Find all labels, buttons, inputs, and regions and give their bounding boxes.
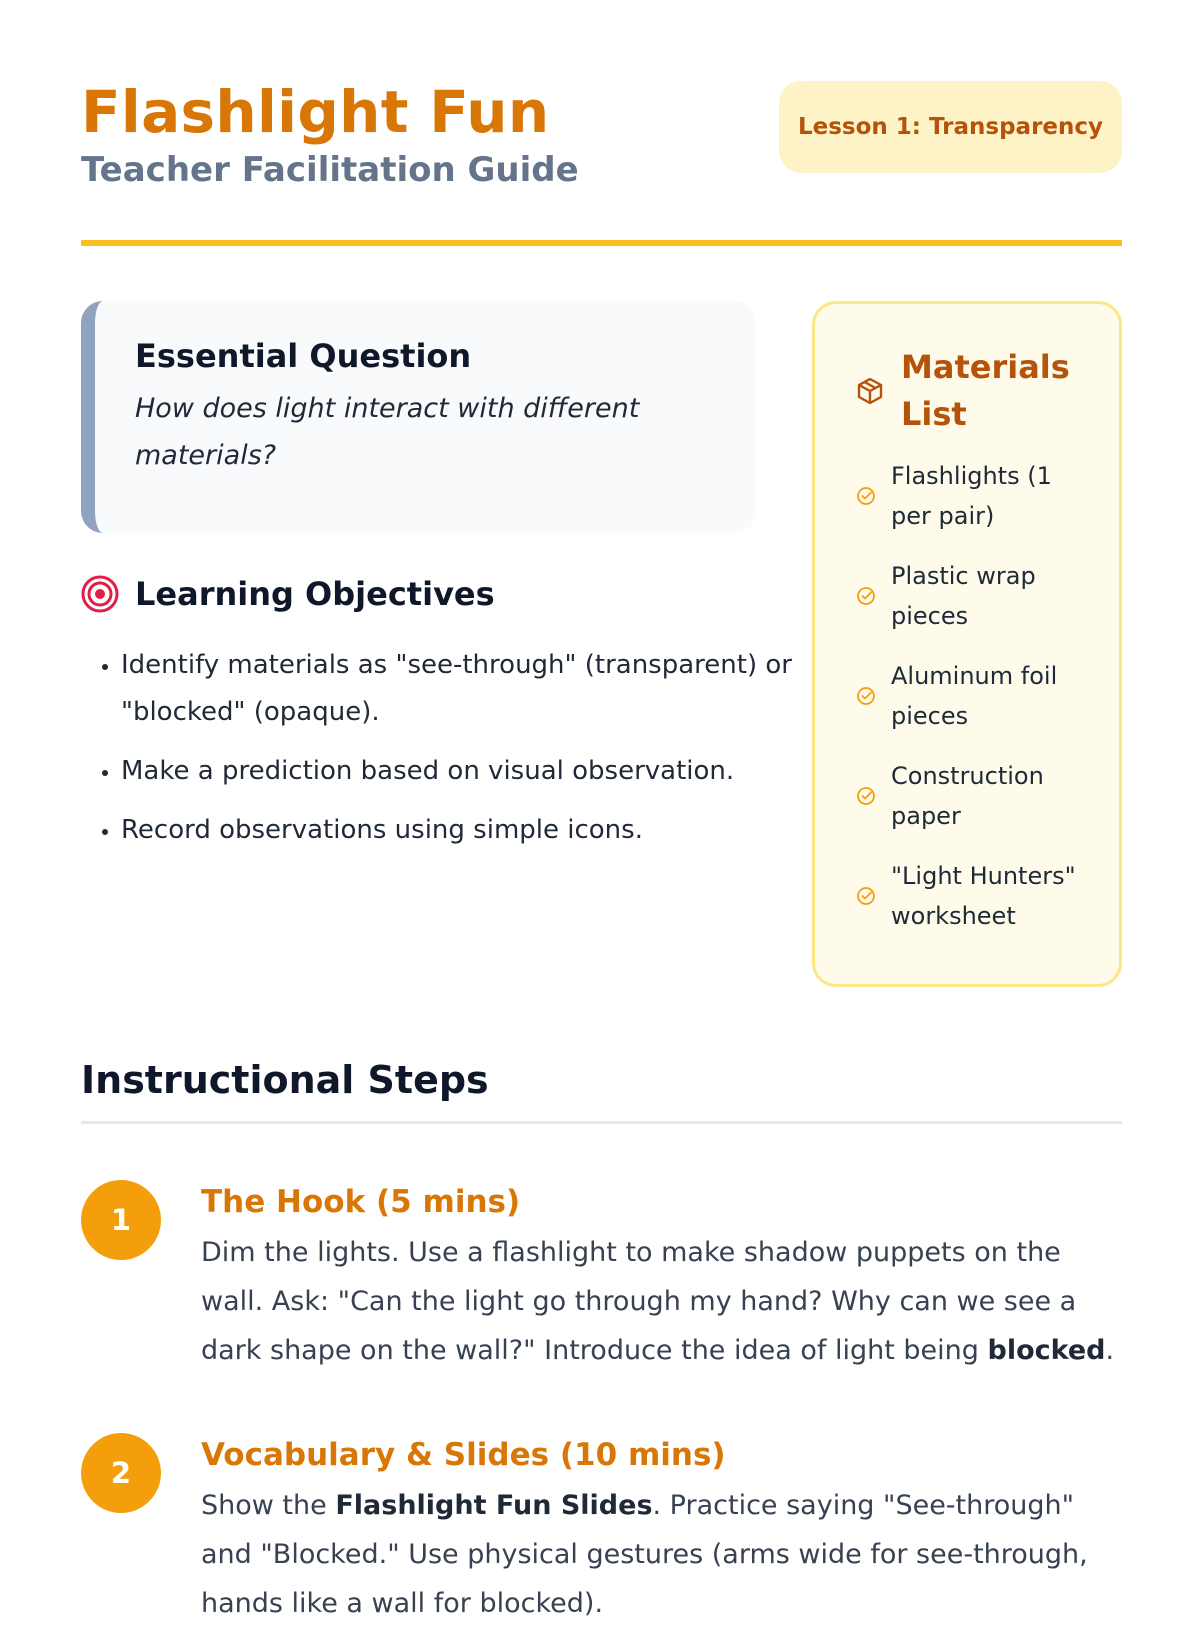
materials-list <box>855 456 1099 936</box>
step-text: . <box>1105 1335 1115 1366</box>
check-circle-icon <box>855 785 877 807</box>
instructional-steps-title: Instructional Steps <box>81 1058 489 1102</box>
step-text: . Practice saying "See-through" and "Blocked." Use physical gestures (arms wide for see-through, hands like a wall for blocked). <box>201 1490 1088 1619</box>
step-emphasis: Flashlight Fun Slides <box>335 1490 653 1521</box>
materials-header <box>855 344 1099 438</box>
check-circle-icon <box>855 585 877 607</box>
material-label: "Light Hunters" worksheet <box>891 862 1076 930</box>
materials-title: Materials List <box>901 348 1070 433</box>
material-label: Aluminum foil pieces <box>891 662 1058 730</box>
check-circle-icon <box>855 485 877 507</box>
material-item <box>855 656 1099 736</box>
lesson-guide-page <box>81 0 1122 1619</box>
objective-item: • Record observations using simple icons. <box>121 807 801 854</box>
step-number-badge: 1 <box>81 1180 161 1260</box>
header-divider <box>81 240 1122 246</box>
essential-question-card <box>81 301 756 533</box>
essential-question-text: How does light interact with different materials? <box>135 393 640 471</box>
learning-objectives-title: Learning Objectives <box>135 575 495 613</box>
step-text: Show the <box>201 1490 336 1521</box>
material-label: Construction paper <box>891 762 1044 830</box>
step-description <box>201 1228 1122 1375</box>
page-title: Flashlight Fun <box>81 78 550 146</box>
objective-item: • Identify materials as "see-through" (transparent) or "blocked" (opaque). <box>121 642 801 736</box>
material-label: Flashlights (1 per pair) <box>891 462 1052 530</box>
page-header <box>81 0 1122 245</box>
target-icon <box>81 575 119 613</box>
objective-item: • Make a prediction based on visual observation. <box>121 748 801 795</box>
essential-question-title: Essential Question <box>135 337 472 375</box>
material-item <box>855 856 1099 936</box>
check-circle-icon <box>855 685 877 707</box>
step-title: The Hook (5 mins) <box>201 1184 521 1220</box>
learning-objectives-list <box>81 642 801 866</box>
step-title: Vocabulary & Slides (10 mins) <box>201 1437 726 1473</box>
box-icon <box>855 376 885 406</box>
learning-objectives-header <box>81 575 495 613</box>
lesson-badge: Lesson 1: Transparency <box>779 81 1122 173</box>
material-item <box>855 756 1099 836</box>
material-label: Plastic wrap pieces <box>891 562 1036 630</box>
materials-card <box>812 301 1122 987</box>
material-item <box>855 556 1099 636</box>
steps-divider <box>81 1121 1122 1124</box>
check-circle-icon <box>855 885 877 907</box>
step-number-badge: 2 <box>81 1433 161 1513</box>
step-text: Dim the lights. Use a flashlight to make shadow puppets on the wall. Ask: "Can the light go through my hand? Why can we see a dark shape on the wall?" Introduce the idea of light being <box>201 1237 1077 1366</box>
step-description <box>201 1481 1122 1628</box>
page-subtitle: Teacher Facilitation Guide <box>81 150 579 190</box>
step-emphasis: blocked <box>987 1335 1106 1366</box>
material-item <box>855 456 1099 536</box>
